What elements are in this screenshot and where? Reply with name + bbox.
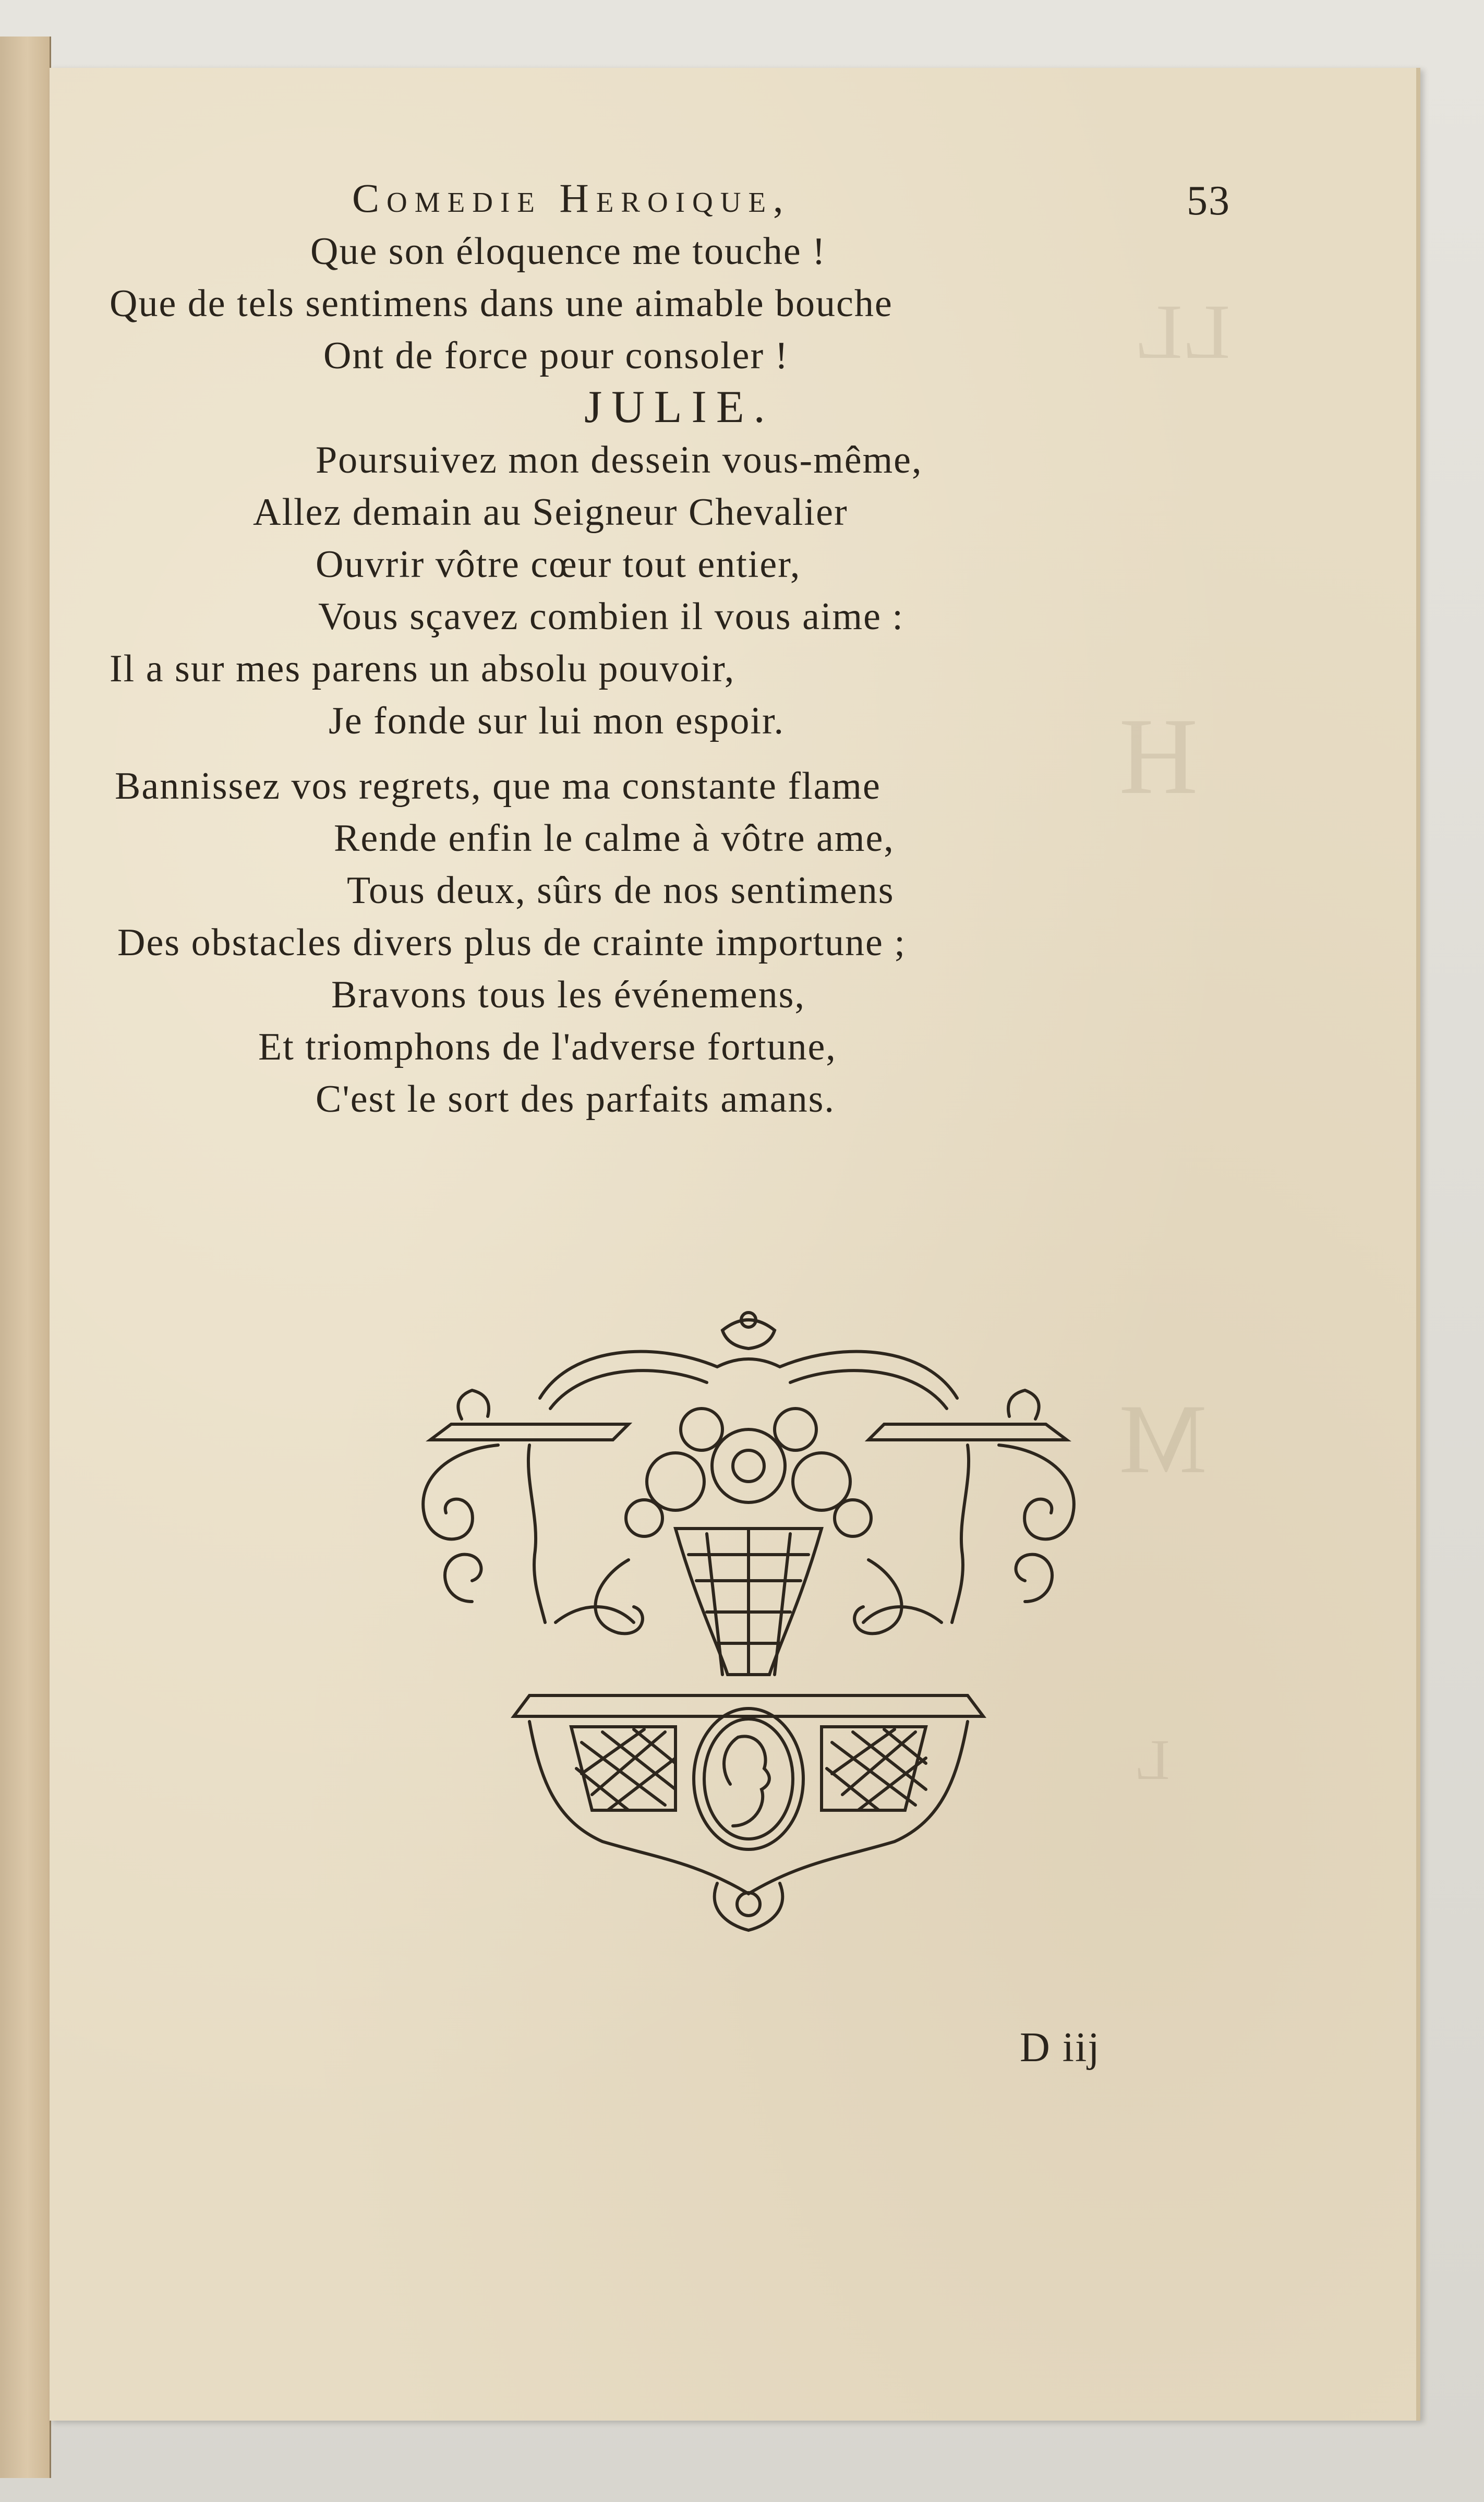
tailpiece-flower-basket-medallion-icon [383,1309,1114,1935]
verse-line: Il a sur mes parens un absolu pouvoir, [110,647,735,690]
verse-line: Je fonde sur lui mon espoir. [329,700,785,742]
verse-line: Vous sçavez combien il vous aime : [318,595,904,638]
verse-line: Que son éloquence me touche ! [310,230,826,273]
verse-line: Des obstacles divers plus de crainte importune ; [117,921,906,964]
verse-line: Poursuivez mon dessein vous-même, [316,439,923,482]
verse-line: Que de tels sentimens dans une aimable bouche [110,282,893,325]
facing-page-edge [0,37,51,2478]
show-through-text: L [1135,1728,1170,1791]
verse-line: Bravons tous les événemens, [331,973,805,1016]
verse-line: Allez demain au Seigneur Chevalier [253,491,848,534]
running-head: Comedie Heroique, [352,175,791,221]
verse-line: Bannissez vos regrets, que ma constante flame [115,765,881,808]
book-page [50,68,1420,2421]
page-number: 53 [1187,178,1230,224]
verse-line: C'est le sort des parfaits amans. [316,1078,835,1121]
verse-line: Ont de force pour consoler ! [323,334,789,377]
verse-line: Ouvrir vôtre cœur tout entier, [316,543,801,586]
verse-line: Rende enfin le calme à vôtre ame, [334,817,895,860]
verse-line: Et triomphons de l'adverse fortune, [258,1026,837,1068]
show-through-text: M [1119,1385,1207,1494]
show-through-text: LL [1135,288,1230,375]
show-through-text: H [1119,696,1198,817]
verse-line: Tous deux, sûrs de nos sentimens [347,869,895,912]
signature-mark: D iij [1020,2025,1101,2071]
speaker-name: JULIE. [584,382,775,432]
